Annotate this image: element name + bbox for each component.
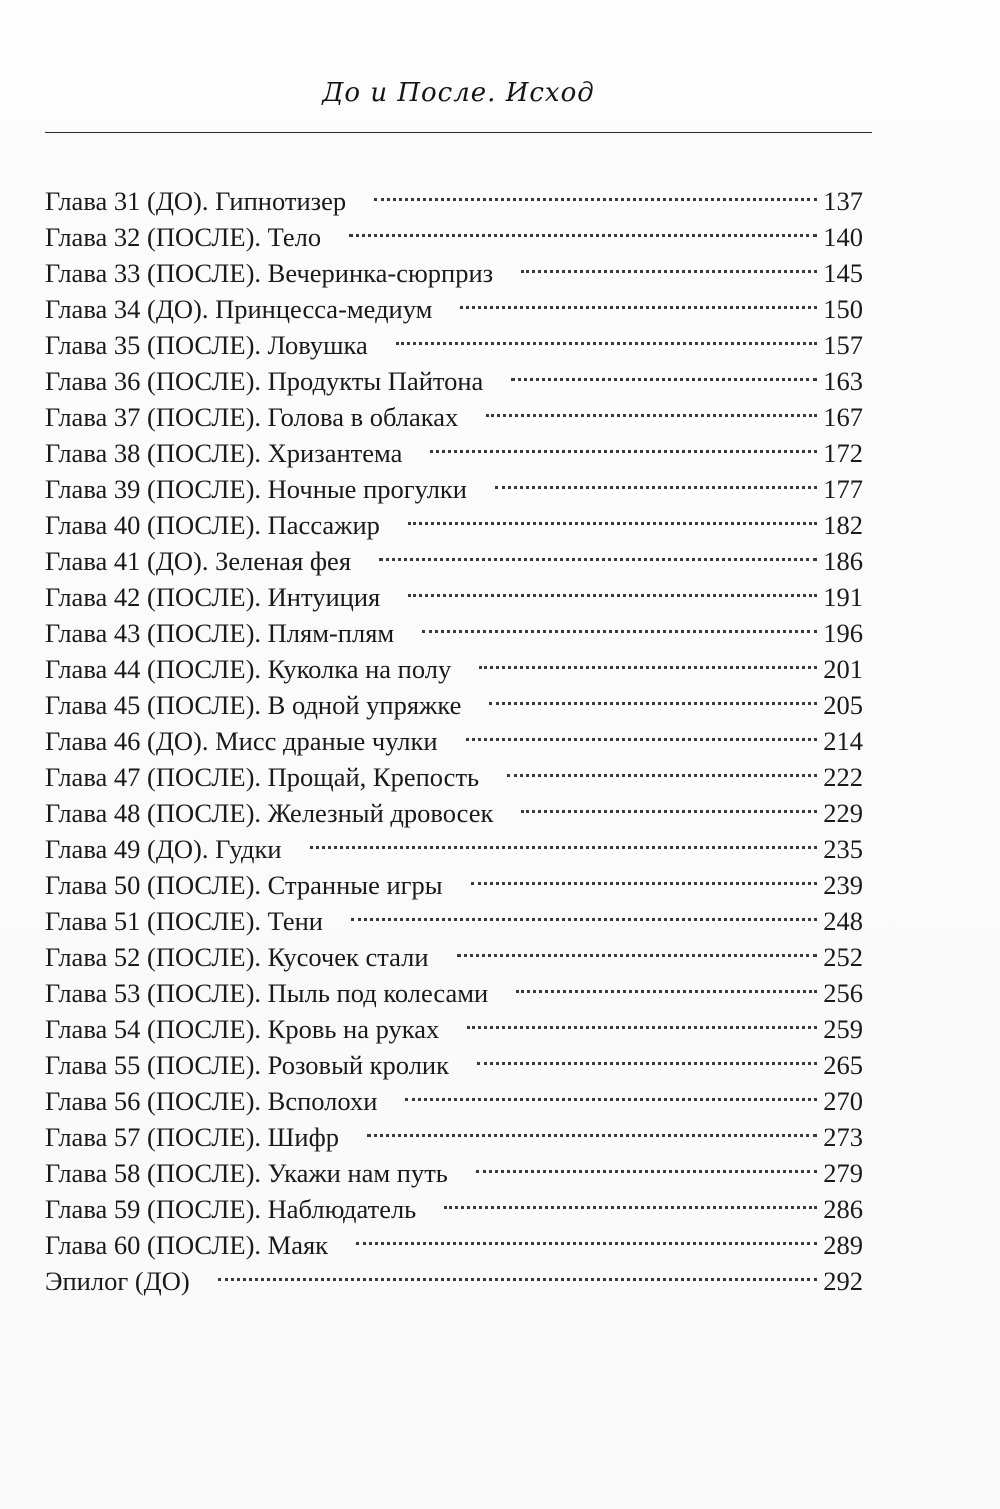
toc-entry-page-number: 270 — [823, 1086, 863, 1116]
toc-entry-page-number: 163 — [823, 366, 863, 396]
toc-entry-title: Глава 43 (ПОСЛЕ). Плям-плям — [45, 618, 395, 648]
dot-leader — [503, 786, 823, 822]
toc-entry-title: Глава 58 (ПОСЛЕ). Укажи нам путь — [45, 1158, 448, 1188]
toc-entry-title: Глава 48 (ПОСЛЕ). Железный дровосек — [45, 798, 494, 828]
toc-entry-page-number: 252 — [823, 942, 863, 972]
toc-entry-page-number: 265 — [823, 1050, 863, 1080]
toc-entry-title: Глава 47 (ПОСЛЕ). Прощай, Крепость — [45, 762, 480, 792]
toc-entry-page-number: 182 — [823, 510, 863, 540]
toc-entry-page-number: 229 — [823, 798, 863, 828]
toc-entry-page-number: 256 — [823, 978, 863, 1008]
header-rule — [45, 132, 872, 133]
toc-entry-page-number: 177 — [823, 474, 863, 504]
dot-leader — [458, 1146, 823, 1182]
toc-entry-title: Глава 50 (ПОСЛЕ). Странные игры — [45, 870, 443, 900]
toc-entry-page-number: 259 — [823, 1014, 863, 1044]
toc-entry-title: Глава 35 (ПОСЛЕ). Ловушка — [45, 330, 368, 360]
toc-entry-title: Глава 49 (ДО). Гудки — [45, 834, 282, 864]
dot-leader — [390, 570, 823, 606]
toc-entry-title: Эпилог (ДО) — [45, 1266, 190, 1296]
toc-entry-title: Глава 46 (ДО). Мисс драные чулки — [45, 726, 438, 756]
toc-entry-title: Глава 60 (ПОСЛЕ). Маяк — [45, 1230, 329, 1260]
dot-leader — [412, 426, 823, 462]
dot-leader — [493, 354, 823, 390]
toc-entry-title: Глава 51 (ПОСЛЕ). Тени — [45, 906, 323, 936]
dot-leader — [477, 462, 823, 498]
toc-entry-page-number: 248 — [823, 906, 863, 936]
toc-entry-page-number: 137 — [823, 186, 863, 216]
toc-entry-title: Глава 34 (ДО). Принцесса-медиум — [45, 294, 433, 324]
toc-entry-title: Глава 38 (ПОСЛЕ). Хризантема — [45, 438, 403, 468]
toc-entry-page-number: 235 — [823, 834, 863, 864]
dot-leader — [439, 930, 823, 966]
dot-leader — [442, 282, 823, 318]
toc-entry-title: Глава 56 (ПОСЛЕ). Всполохи — [45, 1086, 378, 1116]
dot-leader — [378, 318, 823, 354]
toc-entry-page-number: 214 — [823, 726, 863, 756]
toc-entry-title: Глава 57 (ПОСЛЕ). Шифр — [45, 1122, 339, 1152]
toc-entry-page-number: 289 — [823, 1230, 863, 1260]
toc-entry-title: Глава 55 (ПОСЛЕ). Розовый кролик — [45, 1050, 449, 1080]
toc-entry-page-number: 172 — [823, 438, 863, 468]
dot-leader — [498, 966, 823, 1002]
toc-entry-title: Глава 33 (ПОСЛЕ). Вечеринка-сюрприз — [45, 258, 494, 288]
toc-entry-title: Глава 32 (ПОСЛЕ). Тело — [45, 222, 322, 252]
dot-leader — [390, 498, 823, 534]
toc-entry-title: Глава 45 (ПОСЛЕ). В одной упряжке — [45, 690, 462, 720]
dot-leader — [448, 714, 823, 750]
toc-entry-page-number: 279 — [823, 1158, 863, 1188]
dot-leader — [200, 1254, 823, 1290]
toc-entry — [45, 174, 863, 216]
toc-entry-page-number: 286 — [823, 1194, 863, 1224]
dot-leader — [387, 1074, 823, 1110]
dot-leader — [489, 750, 823, 786]
toc-entry-title: Глава 44 (ПОСЛЕ). Куколка на полу — [45, 654, 452, 684]
dot-leader — [356, 174, 823, 210]
dot-leader — [333, 894, 823, 930]
toc-entry-page-number: 239 — [823, 870, 863, 900]
table-of-contents — [45, 174, 863, 1296]
dot-leader — [453, 858, 823, 894]
toc-entry-page-number: 186 — [823, 546, 863, 576]
toc-entry-title: Глава 39 (ПОСЛЕ). Ночные прогулки — [45, 474, 467, 504]
toc-entry-page-number: 292 — [823, 1266, 863, 1296]
dot-leader — [426, 1182, 823, 1218]
dot-leader — [459, 1038, 823, 1074]
dot-leader — [449, 1002, 823, 1038]
dot-leader — [292, 822, 823, 858]
toc-entry-page-number: 222 — [823, 762, 863, 792]
toc-entry-page-number: 140 — [823, 222, 863, 252]
dot-leader — [468, 390, 823, 426]
toc-entry-title: Глава 59 (ПОСЛЕ). Наблюдатель — [45, 1194, 417, 1224]
dot-leader — [503, 246, 823, 282]
toc-entry-title: Глава 42 (ПОСЛЕ). Интуиция — [45, 582, 381, 612]
toc-entry-title: Глава 37 (ПОСЛЕ). Голова в облаках — [45, 402, 459, 432]
dot-leader — [471, 678, 823, 714]
toc-entry-page-number: 167 — [823, 402, 863, 432]
toc-entry-page-number: 205 — [823, 690, 863, 720]
dot-leader — [331, 210, 823, 246]
toc-entry-page-number: 157 — [823, 330, 863, 360]
toc-entry-title: Глава 54 (ПОСЛЕ). Кровь на руках — [45, 1014, 440, 1044]
dot-leader — [338, 1218, 823, 1254]
toc-entry-page-number: 150 — [823, 294, 863, 324]
toc-entry-page-number: 201 — [823, 654, 863, 684]
toc-entry-title: Глава 40 (ПОСЛЕ). Пассажир — [45, 510, 380, 540]
toc-entry-title: Глава 53 (ПОСЛЕ). Пыль под колесами — [45, 978, 489, 1008]
toc-entry-page-number: 191 — [823, 582, 863, 612]
toc-entry-title: Глава 31 (ДО). Гипнотизер — [45, 186, 347, 216]
running-head: До и После. Исход — [322, 78, 595, 108]
toc-entry-title: Глава 36 (ПОСЛЕ). Продукты Пайтона — [45, 366, 484, 396]
dot-leader — [461, 642, 823, 678]
dot-leader — [404, 606, 823, 642]
toc-entry-title: Глава 41 (ДО). Зеленая фея — [45, 546, 352, 576]
toc-entry-page-number: 196 — [823, 618, 863, 648]
dot-leader — [361, 534, 823, 570]
toc-entry-page-number: 273 — [823, 1122, 863, 1152]
toc-entry-title: Глава 52 (ПОСЛЕ). Кусочек стали — [45, 942, 429, 972]
dot-leader — [349, 1110, 823, 1146]
toc-entry-page-number: 145 — [823, 258, 863, 288]
